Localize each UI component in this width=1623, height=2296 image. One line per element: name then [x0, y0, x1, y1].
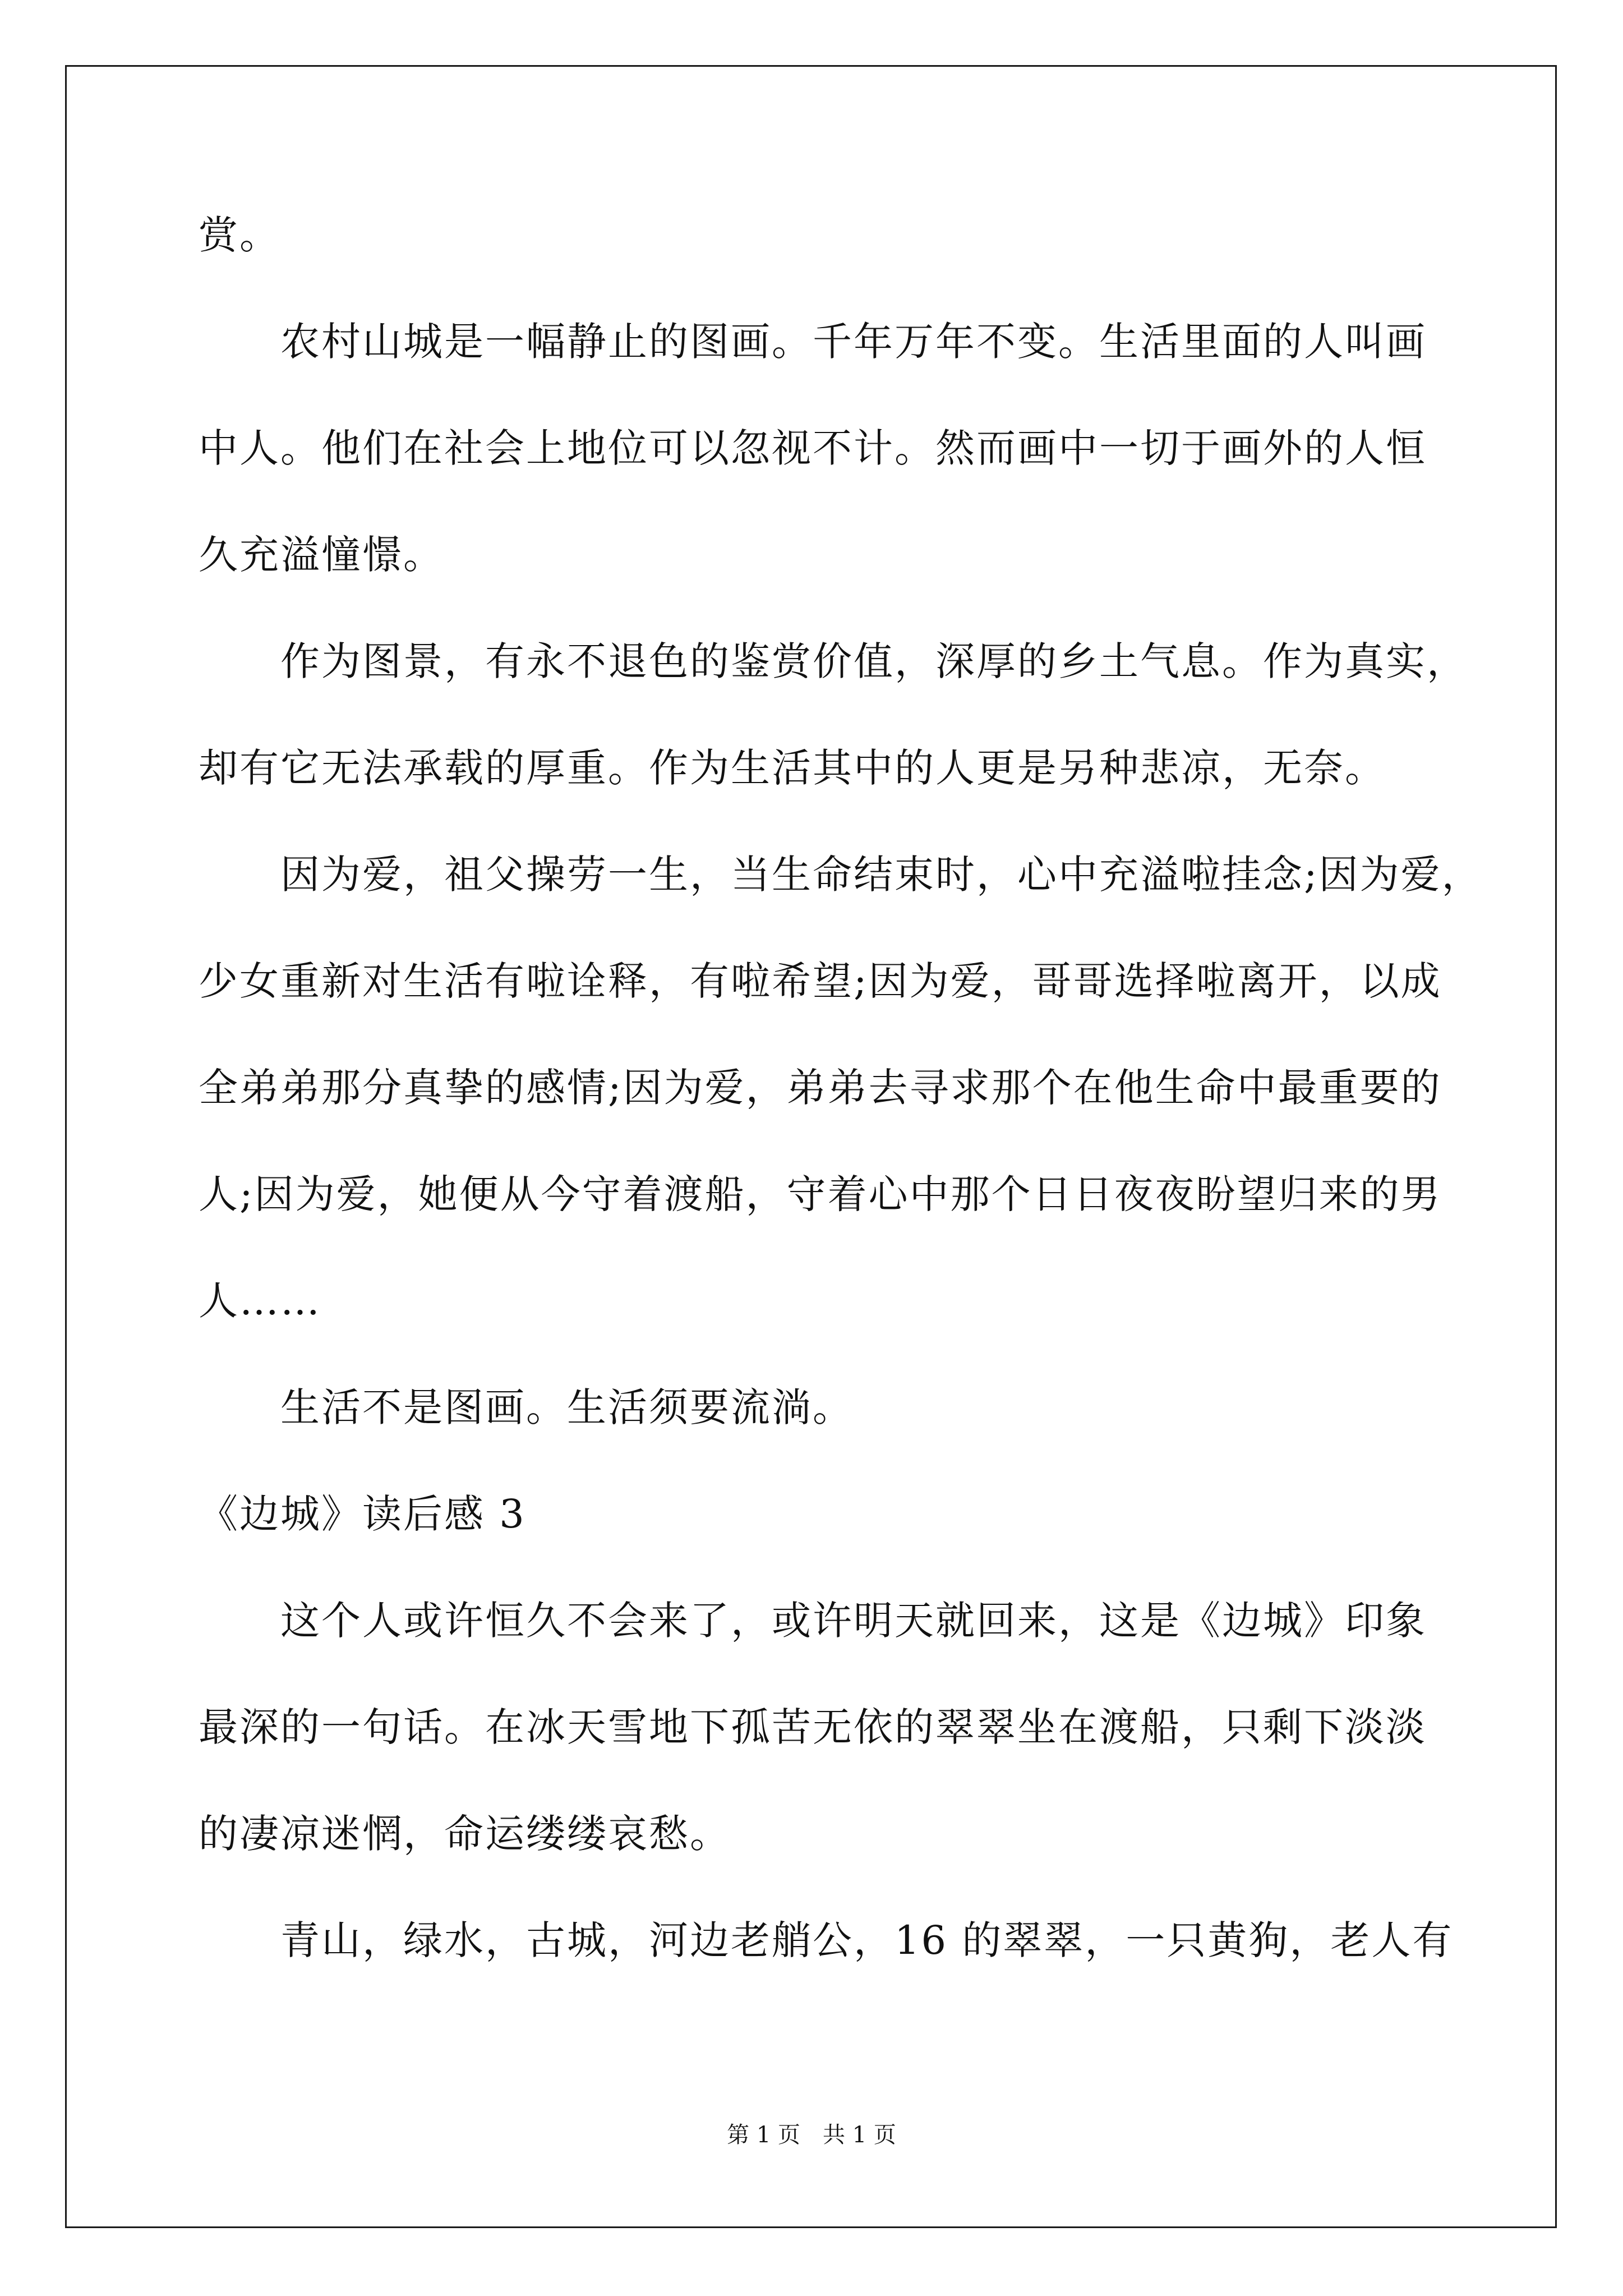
paragraph-start-line: 因为爱，祖父操劳一生，当生命结束时，心中充溢啦挂念;因为爱，	[280, 852, 1483, 898]
section-heading: 《边城》读后感 3	[199, 1491, 526, 1537]
page-number: 第 1 页	[727, 2122, 800, 2148]
paragraph-start-line: 作为图景，有永不退色的鉴赏价值，深厚的乡土气息。作为真实，	[280, 638, 1468, 684]
text-line: 中人。他们在社会上地位可以忽视不计。然而画中一切于画外的人恒	[199, 425, 1427, 471]
text-line: 少女重新对生活有啦诠释，有啦希望;因为爱，哥哥选择啦离开，以成	[199, 958, 1442, 1004]
paragraph-start-line: 这个人或许恒久不会来了，或许明天就回来，这是《边城》印象	[280, 1598, 1427, 1644]
text-line: 人;因为爱，她便从今守着渡船，守着心中那个日日夜夜盼望归来的男	[199, 1171, 1442, 1217]
text-line: 却有它无法承载的厚重。作为生活其中的人更是另种悲凉，无奈。	[199, 745, 1386, 791]
text-line: 赏。	[199, 212, 280, 258]
page-border	[65, 65, 1557, 2228]
page-total: 共 1 页	[823, 2122, 896, 2148]
text-line: 全弟弟那分真挚的感情;因为爱，弟弟去寻求那个在他生命中最重要的	[199, 1065, 1442, 1111]
text-line: 的凄凉迷惘，命运缕缕哀愁。	[199, 1811, 731, 1857]
paragraph-start-line: 农村山城是一幅静止的图画。千年万年不变。生活里面的人叫画	[280, 319, 1427, 365]
text-line: 久充溢憧憬。	[199, 532, 444, 578]
paragraph-start-line: 青山，绿水，古城，河边老艄公，16 的翠翠，一只黄狗，老人有	[280, 1917, 1454, 1963]
text-line: 最深的一句话。在冰天雪地下孤苦无依的翠翠坐在渡船，只剩下淡淡	[199, 1704, 1427, 1750]
page-footer	[0, 2119, 1623, 2151]
text-line: 人……	[199, 1278, 321, 1324]
paragraph-start-line: 生活不是图画。生活须要流淌。	[280, 1384, 854, 1430]
